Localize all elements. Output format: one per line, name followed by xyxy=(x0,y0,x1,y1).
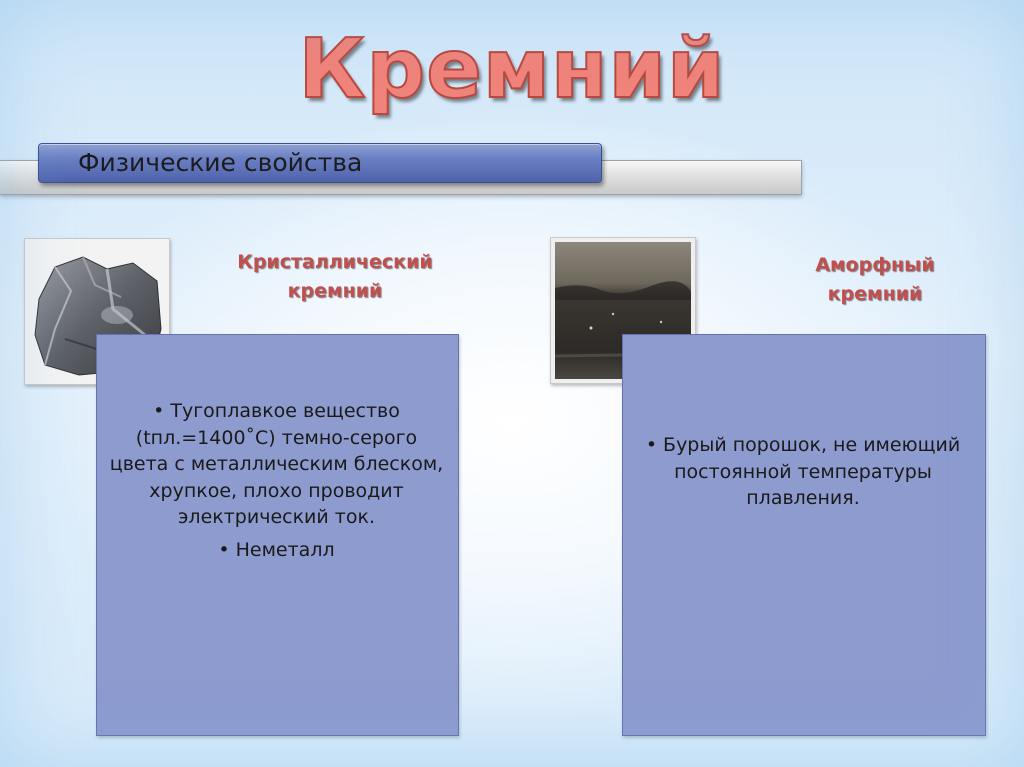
bullet-icon: • xyxy=(153,400,165,422)
bullet-icon: • xyxy=(645,434,658,456)
list-item xyxy=(106,537,447,564)
bullet-icon: • xyxy=(218,538,230,561)
slide-title: Кремний xyxy=(298,22,726,117)
bullet-text: Тугоплавкое вещество (tпл.=1400˚C) темно-серого цвета с металлическим блеском, хрупкое, плохо проводит электрический ток. xyxy=(109,400,444,528)
subtitle-label: Физические свойства xyxy=(78,148,363,177)
amorphous-bullet-list xyxy=(632,432,974,518)
amorphous-heading xyxy=(760,251,990,309)
crystalline-heading-line2: кремний xyxy=(287,280,383,302)
bullet-text: Неметалл xyxy=(235,538,335,561)
amorphous-heading-line1: Аморфный xyxy=(815,254,935,276)
bullet-text: Бурый порошок, не имеющий постоянной температуры плавления. xyxy=(663,434,961,509)
list-item xyxy=(106,398,447,531)
list-item xyxy=(632,432,974,512)
crystalline-heading-line1: Кристаллический xyxy=(237,251,433,273)
crystalline-heading xyxy=(200,248,470,306)
amorphous-content-box xyxy=(622,334,986,736)
crystalline-bullet-list xyxy=(106,398,447,569)
amorphous-heading-line2: кремний xyxy=(827,283,923,305)
